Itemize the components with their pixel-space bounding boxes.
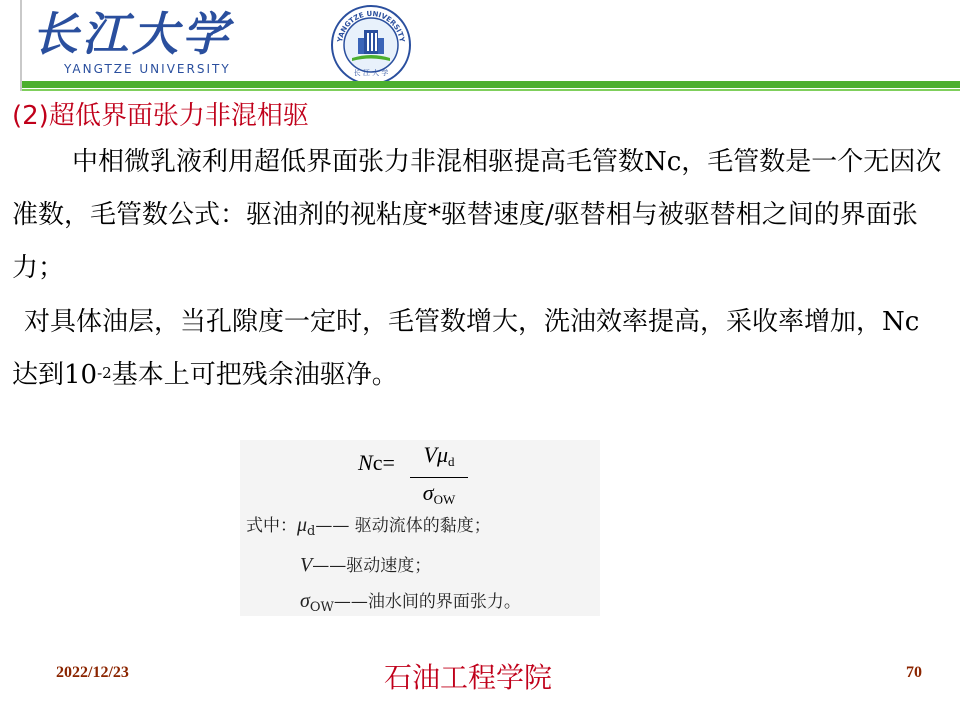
paragraph-recovery-tail: 基本上可把残余油驱净。 [111, 360, 398, 390]
university-seal-icon [330, 4, 412, 86]
footer-school-name: 石油工程学院 [384, 661, 553, 694]
page-number: 70 [906, 664, 922, 681]
logo-english-text: YANGTZE UNIVERSITY [64, 62, 231, 76]
definition-velocity: V——驱动速度； [300, 554, 432, 576]
footer-date: 2022/12/23 [56, 664, 129, 681]
header-green-rule [22, 81, 960, 88]
definition-viscosity: 式中：$\mu_d——$ 驱动流体的黏度； [246, 514, 491, 539]
paragraph-recovery [12, 296, 942, 402]
paragraph-recovery-text: 对具体油层，当孔隙度一定时，毛管数增大，洗油效率提高，采收率增加，Nc达到10 [12, 307, 920, 390]
seal-bottom-text: 长 江 大 学 [353, 69, 389, 77]
formula-denominator: $\sigma_{OW}$ [422, 480, 456, 507]
paragraph-capillary-number: 中相微乳液利用超低界面张力非混相驱提高毛管数Nc，毛管数是一个无因次准数，毛管数公式：驱油剂的视粘度*驱替速度/驱替相与被驱替相之间的界面张力； [12, 147, 942, 283]
exponent: -2 [97, 364, 112, 382]
formula-fraction [410, 442, 468, 513]
definition-interfacial-tension: $\sigma_{OW}——$油水间的界面张力。 [300, 590, 521, 615]
header-left-rule [20, 0, 22, 91]
fraction-bar [410, 477, 468, 478]
header-green-subrule [22, 89, 960, 91]
section-heading: (2)超低界面张力非混相驱 [12, 101, 309, 131]
seal-arc-text: YANGTZE UNIVERSITY [336, 9, 406, 43]
logo-chinese-text: 长江大学 [32, 7, 232, 61]
formula-numerator: $V\mu_d$ [423, 442, 455, 469]
university-logo [32, 8, 292, 78]
formula-image [240, 440, 600, 616]
formula-lhs: Nc= [358, 450, 395, 475]
